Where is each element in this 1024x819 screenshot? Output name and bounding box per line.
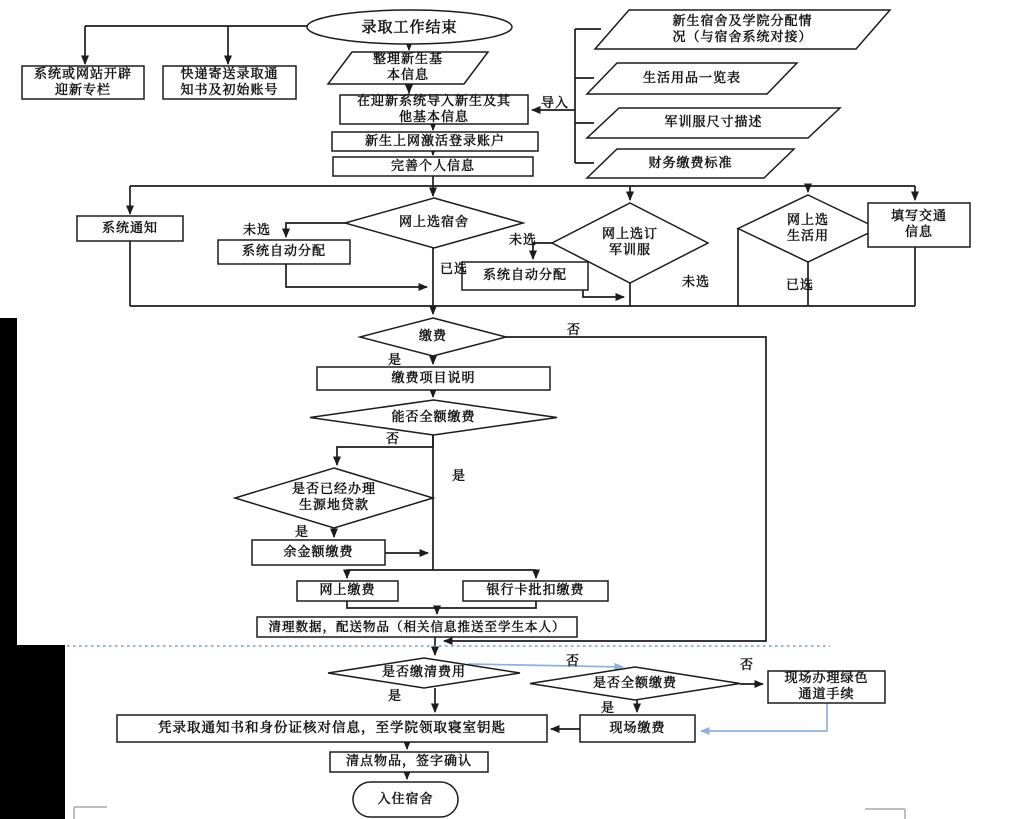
dia-pay-text: 缴费: [418, 329, 447, 345]
box-traffic-info-text: 填写交通 信息: [890, 209, 947, 240]
dia-choose-supplies-text: 网上选 生活用: [786, 212, 829, 244]
label-fullpay2-no: 否: [740, 658, 755, 673]
label-fullpay2-yes: 是: [601, 701, 616, 716]
box-website-column-text: 系统或网站开辟 迎新专栏: [33, 66, 132, 98]
para-fee-standard-text: 财务缴费标准: [648, 155, 733, 171]
para-dorm-allocation-text: 新生宿舍及学院分配情 况（与宿舍系统对接）: [672, 13, 813, 45]
para-organize-info-text: 整理新生基 本信息: [372, 52, 443, 83]
box-balance-pay-text: 余金额缴费: [283, 544, 354, 560]
start-terminator-text: 录取工作结束: [361, 17, 458, 36]
box-auto-assign-1-text: 系统自动分配: [241, 244, 326, 260]
end-terminator-text: 入住宿舍: [377, 791, 434, 807]
label-import: 导入: [541, 96, 570, 111]
label-loan-yes: 是: [295, 525, 310, 540]
label-notchosen-uniform: 未选: [509, 233, 538, 248]
para-uniform-size-text: 军训服尺寸描述: [664, 115, 763, 131]
dia-choose-uniform-text: 网上选订 军训服: [601, 227, 658, 258]
dia-full-pay-onsite-text: 是否全额缴费: [592, 675, 677, 691]
box-activate-account-text: 新生上网激活登录账户: [364, 133, 505, 149]
box-import-newstudents-text: 在迎新系统导入新生及其 他基本信息: [356, 93, 511, 125]
box-express-notice-text: 快递寄送录取通 知书及初始账号: [180, 66, 279, 98]
box-auto-assign-2-text: 系统自动分配: [482, 268, 567, 284]
label-pay-yes: 是: [388, 353, 403, 368]
box-count-sign-text: 清点物品，签字确认: [345, 754, 472, 770]
dia-loan-text: 是否已经办理 生源地贷款: [291, 482, 376, 513]
label-chosen-dorm: 已选: [440, 262, 469, 277]
box-bank-deduct-pay-text: 银行卡批扣缴费: [486, 583, 585, 599]
label-chosen-supplies: 已选: [786, 278, 815, 293]
label-fullpay-yes: 是: [452, 469, 467, 484]
label-notchosen-dorm: 未选: [243, 223, 272, 238]
label-fullpay-no: 否: [386, 432, 401, 447]
box-onsite-pay-text: 现场缴费: [609, 720, 666, 736]
label-notchosen-supplies: 未选: [682, 275, 711, 290]
label-paidcheck-yes: 是: [388, 689, 403, 704]
box-online-pay-text: 网上缴费: [319, 583, 376, 599]
dia-paid-check-text: 是否缴清费用: [381, 665, 466, 681]
black-sidebar-block: [0, 318, 17, 645]
box-complete-profile-text: 完善个人信息: [390, 158, 475, 174]
dia-choose-dorm-text: 网上选宿舍: [398, 215, 469, 231]
black-sidebar-block: [0, 645, 65, 819]
label-pay-no: 否: [567, 323, 582, 338]
box-green-channel-text: 现场办理绿色 通道手续: [784, 671, 869, 702]
box-pay-items-text: 缴费项目说明: [391, 370, 476, 386]
para-supplies-list-text: 生活用品一览表: [642, 70, 741, 86]
box-verify-get-key-text: 凭录取通知书和身份证核对信息，至学院领取寝室钥匙: [158, 720, 506, 737]
box-clean-data-text: 清理数据，配送物品（相关信息推送至学生本人）: [268, 619, 566, 635]
box-system-notice-text: 系统通知: [101, 220, 158, 236]
label-paidcheck-no: 否: [566, 654, 581, 669]
dia-full-pay-text: 能否全额缴费: [391, 409, 476, 425]
